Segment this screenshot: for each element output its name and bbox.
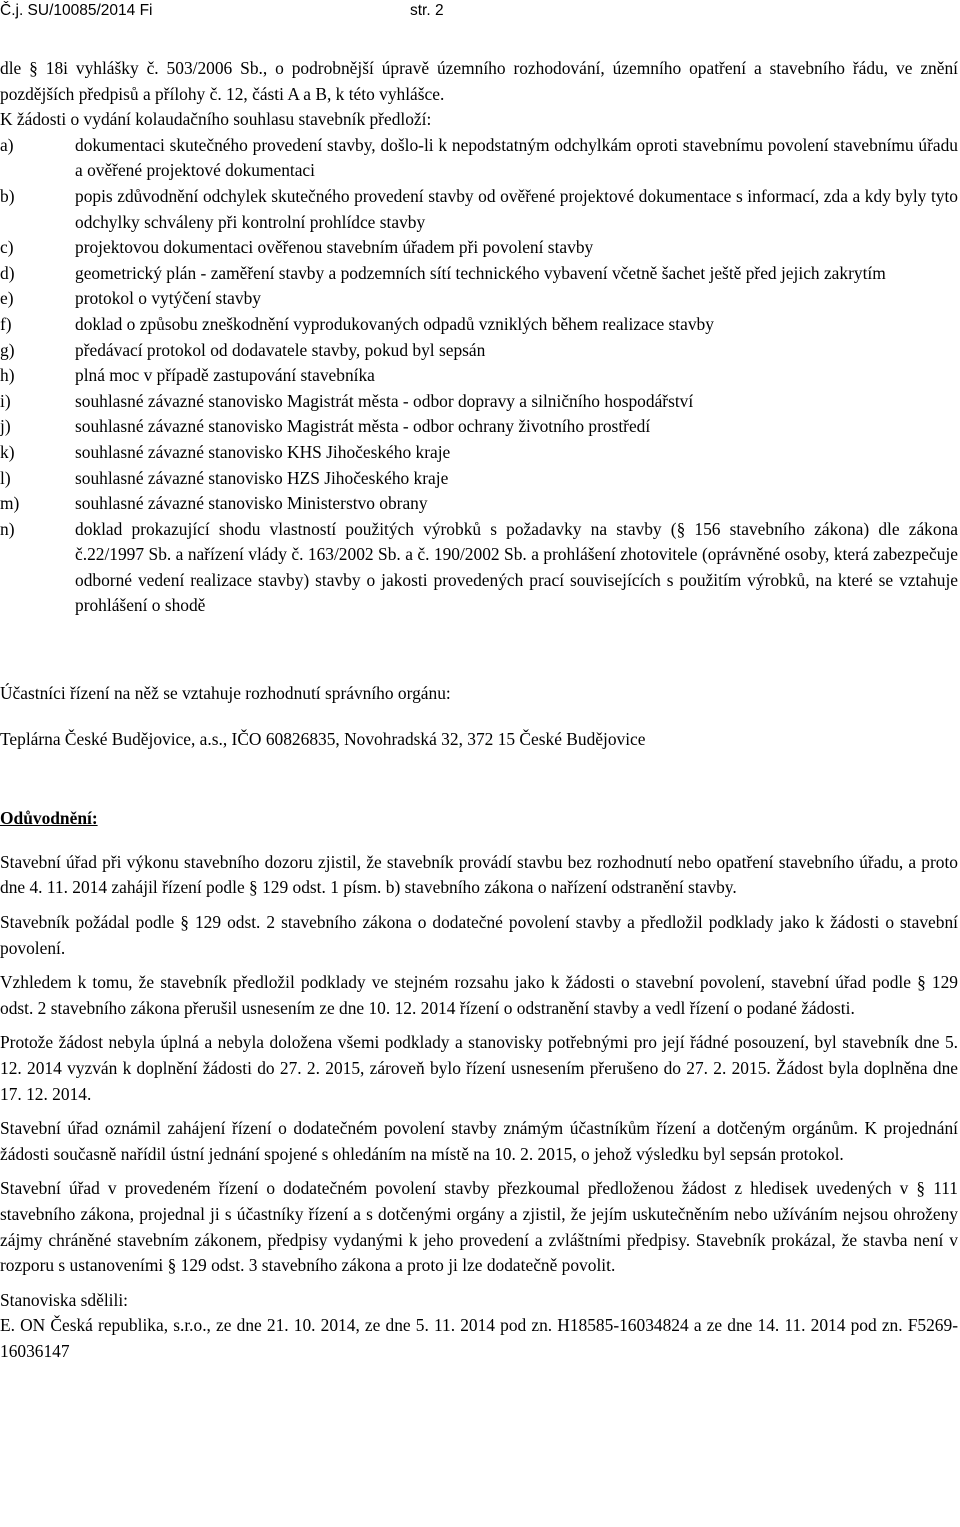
- list-item-label: e): [0, 288, 14, 309]
- list-item-label: f): [0, 313, 12, 334]
- reasoning-paragraph: Stavebník požádal podle § 129 odst. 2 stavebního zákona o dodatečné povolení stavby a předložil podklady jako k žádosti o stavební povolení.: [0, 912, 958, 958]
- list-item-label: d): [0, 262, 15, 283]
- list-item-label: b): [0, 185, 15, 206]
- list-item: [0, 414, 958, 440]
- reasoning-paragraph: Vzhledem k tomu, že stavebník předložil podklady ve stejném rozsahu jako k žádosti o stavební povolení, stavební úřad podle § 129 odst. 2 stavebního zákona přerušil usnesením ze dne 10. 12. 2014 řízení o odstranění stavby a vedl řízení o podané žádosti.: [0, 972, 958, 1018]
- list-item: [0, 517, 958, 619]
- participants-heading: Účastníci řízení na něž se vztahuje rozhodnutí správního orgánu:: [0, 683, 451, 704]
- list-item-text: doklad prokazující shodu vlastností použitých výrobků s požadavky na stavby (§ 156 stavebního zákona) dle zákona č.22/1997 Sb. a nařízení vlády č. 163/2002 Sb. a č. 190/2002 Sb. a prohlášení zhotovitele (oprávněné osoby, která zabezpečuje odborné vedení realizace stavby) stavby o jakosti provedených prací souvisejících s použitím výrobků, na které se vztahuje prohlášení o shodě: [75, 518, 958, 616]
- list-item-label: g): [0, 339, 15, 360]
- list-item-label: c): [0, 237, 14, 258]
- list-item-text: souhlasné závazné stanovisko Magistrát města - odbor ochrany životního prostředí: [75, 416, 651, 437]
- list-item-label: l): [0, 467, 11, 488]
- list-item-text: dokumentaci skutečného provedení stavby, došlo-li k nepodstatným odchylkám oproti stavebnímu povolení stavebnímu úřadu a ověřené projektové dokumentaci: [75, 134, 958, 181]
- list-item: [0, 440, 958, 466]
- page-header: [0, 2, 444, 20]
- list-item-text: popis zdůvodnění odchylek skutečného provedení stavby od ověřené projektové dokumentace s informací, zda a kdy byly tyto odchylky schváleny při kontrolní prohlídce stavby: [75, 185, 958, 232]
- list-item-label: n): [0, 518, 15, 539]
- list-item: [0, 312, 958, 338]
- list-item-label: i): [0, 390, 11, 411]
- list-item-text: souhlasné závazné stanovisko Magistrát města - odbor dopravy a silničního hospodářství: [75, 390, 694, 411]
- list-item: [0, 491, 958, 517]
- reasoning-paragraph: Stavební úřad oznámil zahájení řízení o dodatečném povolení stavby známým účastníkům řízení a dotčeným orgánům. K projednání žádosti současně nařídil ústní jednání spojené s ohledáním na místě na 10. 2. 2015, o jehož výsledku byl sepsán protokol.: [0, 1118, 958, 1164]
- list-item-text: souhlasné závazné stanovisko HZS Jihočeského kraje: [75, 467, 449, 488]
- list-item-label: a): [0, 134, 14, 155]
- list-item: [0, 338, 958, 364]
- list-item-text: doklad o způsobu zneškodnění vyprodukovaných odpadů vzniklých během realizace stavby: [75, 313, 714, 334]
- list-item: [0, 363, 958, 389]
- reasoning-paragraph: Protože žádost nebyla úplná a nebyla doložena všemi podklady a stanovisky potřebnými pro její řádné posouzení, byl stavebník dne 5. 12. 2014 vyzván k doplnění žádosti do 27. 2. 2015, zároveň bylo řízení usnesením přerušeno do 27. 2. 2015. Žádost byla doplněna dne 17. 12. 2014.: [0, 1032, 958, 1104]
- list-item-text: souhlasné závazné stanovisko KHS Jihočeského kraje: [75, 441, 451, 462]
- opinions-text: E. ON Česká republika, s.r.o., ze dne 21. 10. 2014, ze dne 5. 11. 2014 pod zn. H18585-16034824 a ze dne 14. 11. 2014 pod zn. F5269-16036147: [0, 1315, 958, 1361]
- list-item: [0, 133, 958, 184]
- list-item-text: projektovou dokumentaci ověřenou stavebním úřadem při povolení stavby: [75, 237, 594, 258]
- request-intro: K žádosti o vydání kolaudačního souhlasu stavebník předloží:: [0, 109, 432, 130]
- list-item: [0, 184, 958, 235]
- reference-number: Č.j. SU/10085/2014 Fi: [0, 2, 153, 19]
- list-item-text: geometrický plán - zaměření stavby a podzemních sítí technického vybavení včetně šachet ještě před jejich zakrytím: [75, 262, 886, 283]
- reasoning-paragraph: Stavební úřad při výkonu stavebního dozoru zjistil, že stavebník provádí stavbu bez rozhodnutí nebo opatření stavebního úřadu, a proto dne 4. 11. 2014 zahájil řízení podle § 129 odst. 1 písm. b) stavebního zákona o nařízení odstranění stavby.: [0, 851, 958, 898]
- list-item-label: h): [0, 365, 15, 386]
- page-number: str. 2: [410, 2, 444, 19]
- required-documents-list: [0, 133, 958, 619]
- list-item: [0, 261, 958, 287]
- list-item-label: m): [0, 493, 20, 514]
- list-item-text: předávací protokol od dodavatele stavby, pokud byl sepsán: [75, 339, 486, 360]
- intro-paragraph: dle § 18i vyhlášky č. 503/2006 Sb., o podrobnější úpravě územního rozhodování, územního opatření a stavebního řádu, ve znění pozdějších předpisů a přílohy č. 12, části A a B, k této vyhlášce.: [0, 58, 958, 104]
- list-item-label: k): [0, 441, 15, 462]
- list-item: [0, 235, 958, 261]
- list-item: [0, 286, 958, 312]
- list-item-label: j): [0, 416, 11, 437]
- opinions-heading: Stanoviska sdělili:: [0, 1289, 129, 1310]
- reasoning-heading: Odůvodnění:: [0, 808, 98, 829]
- participants-text: Teplárna České Budějovice, a.s., IČO 60826835, Novohradská 32, 372 15 České Budějovice: [0, 728, 646, 749]
- list-item-text: protokol o vytýčení stavby: [75, 288, 261, 309]
- reasoning-section: [0, 850, 958, 1288]
- reasoning-paragraph: Stavební úřad v provedeném řízení o dodatečném povolení stavby přezkoumal předloženou žádost z hledisek uvedených v § 111 stavebního zákona, projednal ji s účastníky řízení a s dotčenými orgány a zjistil, že jejím uskutečněním nebo užíváním nejsou ohroženy zájmy chráněné stavebním zákonem, předpisy vydanými k jeho provedení a zvláštními předpisy. Stavebník prokázal, že stavba není v rozporu s ustanoveními § 129 odst. 3 stavebního zákona a proto ji lze dodatečně povolit.: [0, 1178, 958, 1276]
- document-body: [0, 56, 958, 1365]
- list-item: [0, 389, 958, 415]
- list-item-text: souhlasné závazné stanovisko Ministerstvo obrany: [75, 493, 428, 514]
- list-item: [0, 466, 958, 492]
- list-item-text: plná moc v případě zastupování stavebníka: [75, 365, 375, 386]
